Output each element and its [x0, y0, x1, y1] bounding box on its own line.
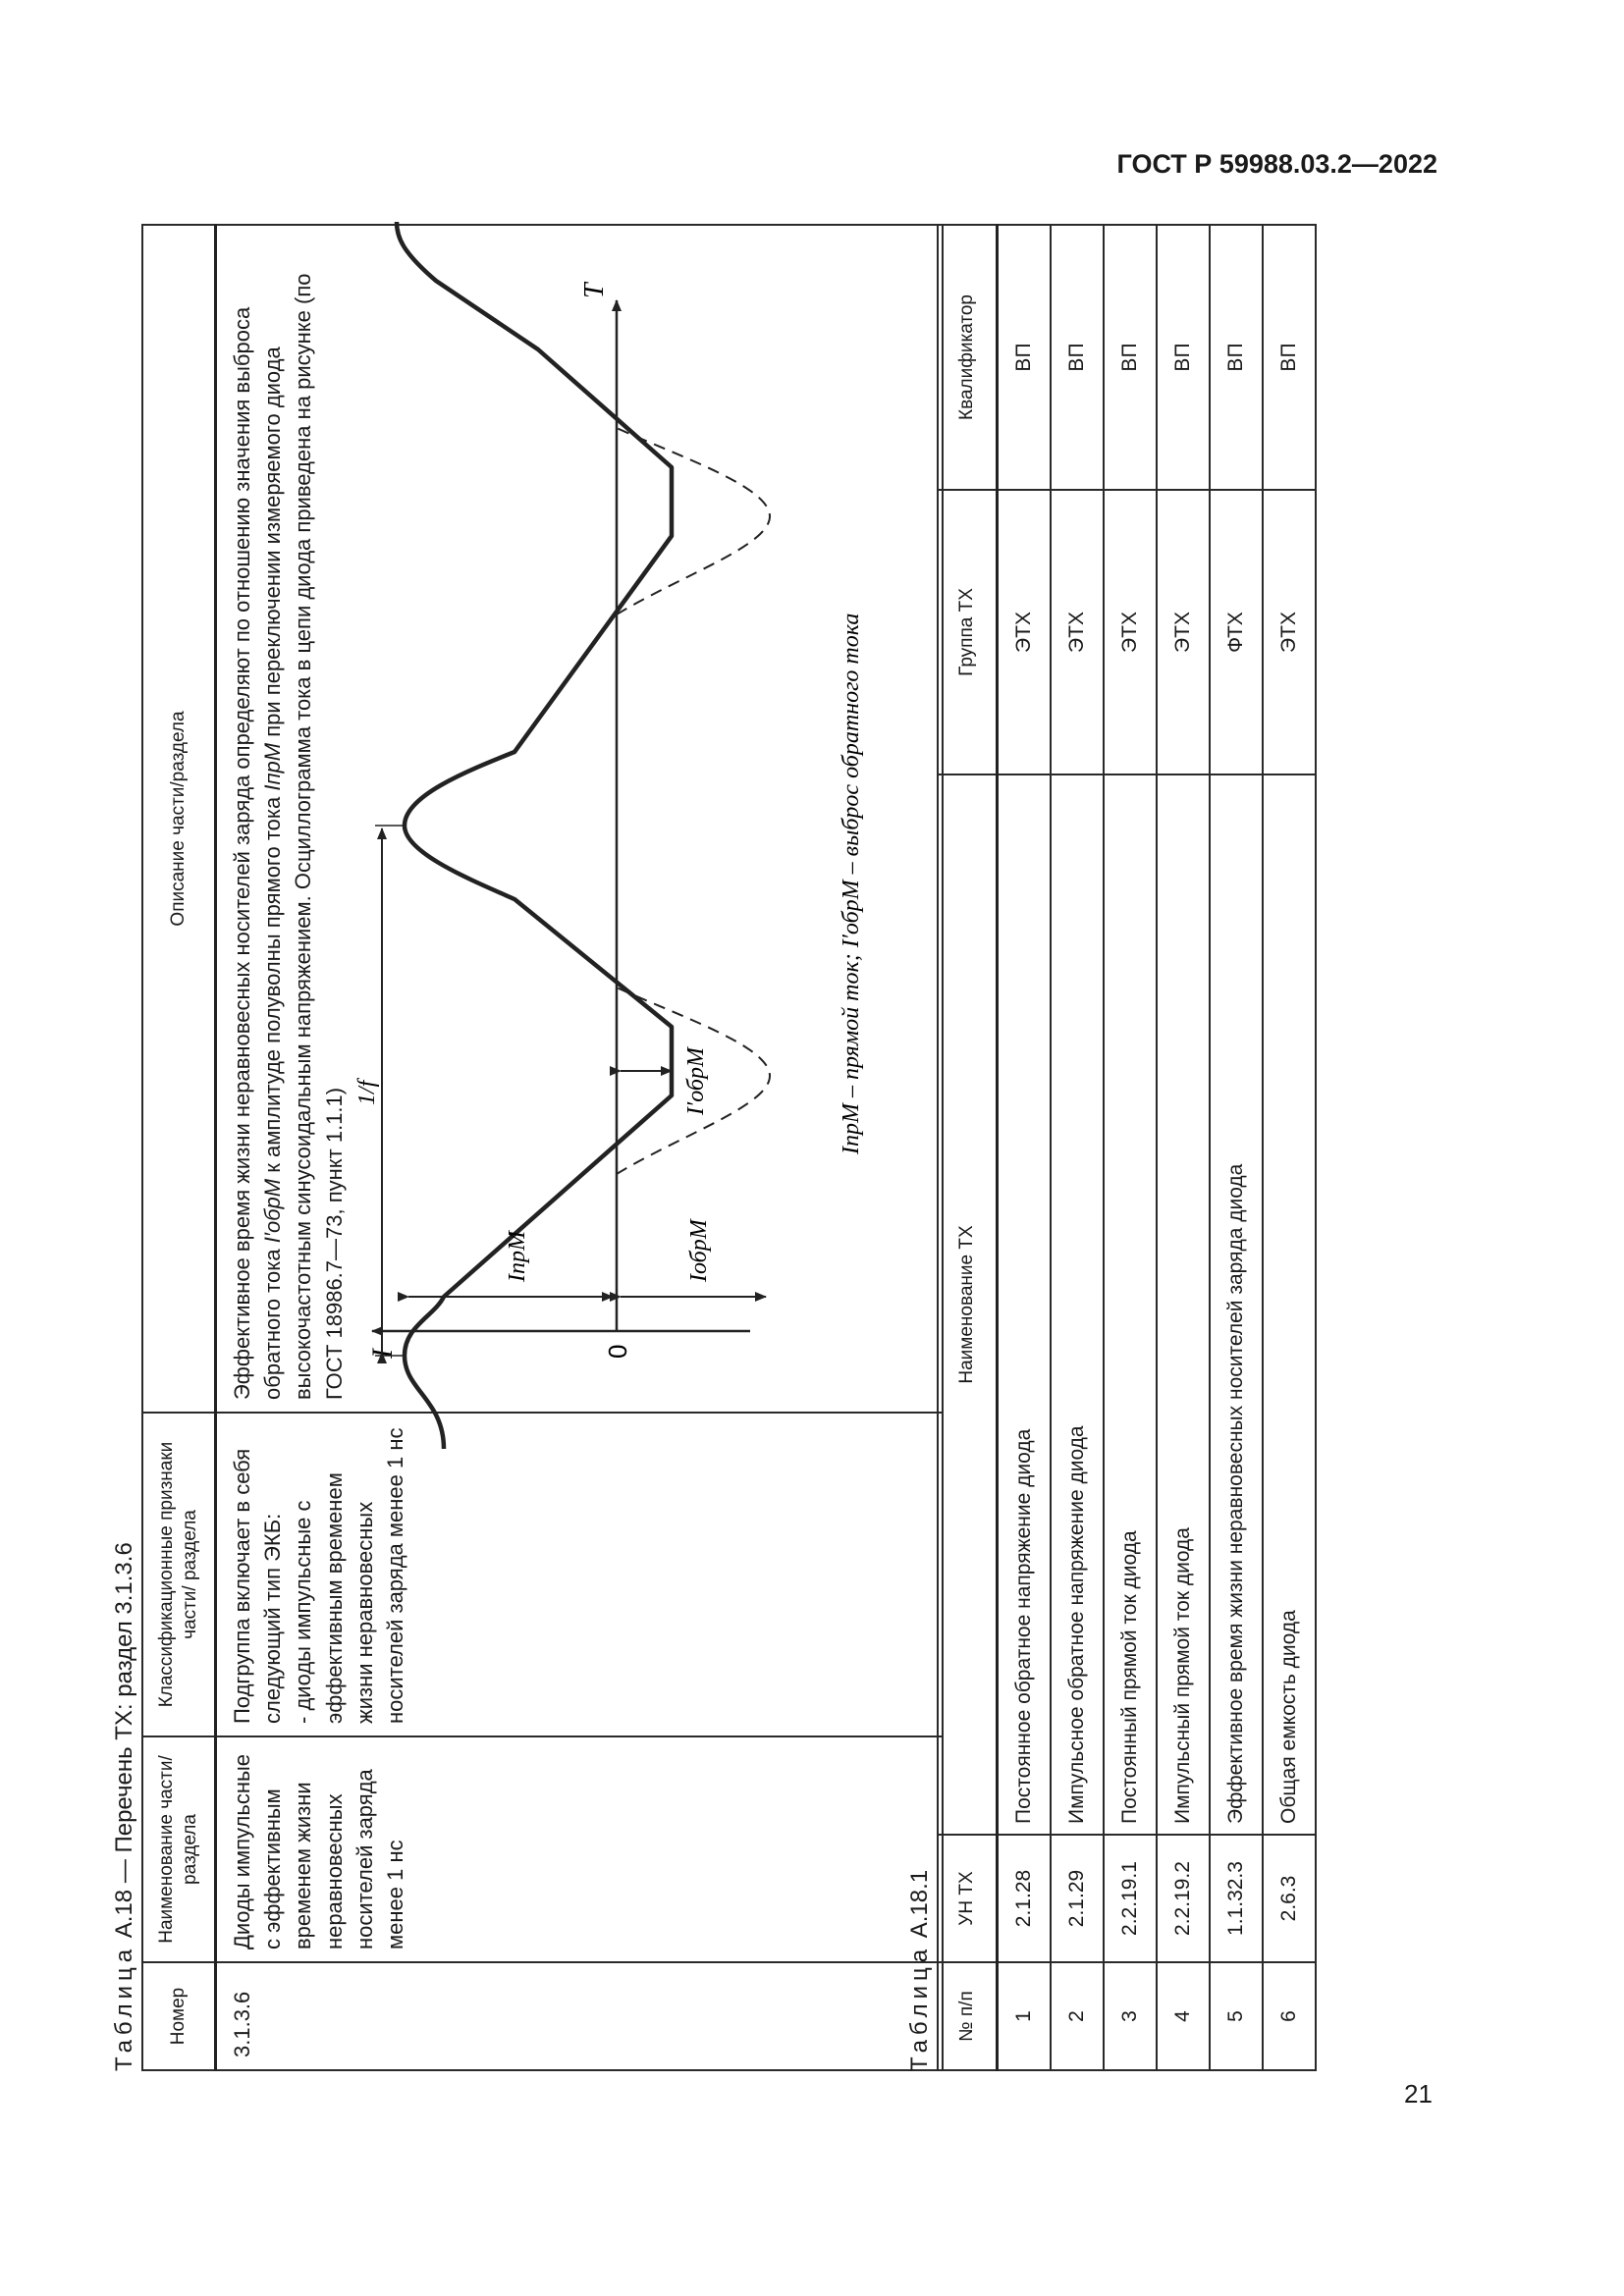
- classification-text-2: - диоды импульсные с эффективным временем жизни неравновесных носителей заряда менее 1 нс: [291, 1427, 408, 1724]
- cell-index: 4: [1157, 1962, 1210, 2070]
- caption-word: Таблица: [111, 1944, 137, 2071]
- cell-code: 2.2.19.2: [1157, 1835, 1210, 1962]
- table-row: [1051, 225, 1104, 2070]
- cell-group: ЭТХ: [1263, 490, 1316, 774]
- cell-name: Постоянное обратное напряжение диода: [998, 774, 1052, 1835]
- cell-code: 1.1.32.3: [1210, 1835, 1263, 1962]
- page-number: 21: [1404, 2079, 1433, 2109]
- cell-index: 2: [1051, 1962, 1104, 2070]
- axis-label-i: I: [365, 1349, 399, 1359]
- table-row: [1210, 225, 1263, 2070]
- col-header-number: Номер: [142, 1962, 216, 2070]
- table-row: [216, 225, 944, 2070]
- cell-group: ЭТХ: [1104, 490, 1157, 774]
- symbol-forward-current: IпрM: [260, 742, 286, 791]
- cell-index: 6: [1263, 1962, 1316, 2070]
- table-row: [1157, 225, 1210, 2070]
- cell-code: 2.1.28: [998, 1835, 1052, 1962]
- oscillogram-diagram: [353, 241, 888, 1400]
- diagram-legend: IпрM – прямой ток; I′обрM – выброс обратного тока: [838, 613, 864, 1154]
- cell-name: Постоянный прямой ток диода: [1104, 774, 1157, 1835]
- cell-index: 5: [1210, 1962, 1263, 2070]
- label-ipr: IпрM: [504, 1231, 530, 1282]
- cell-qualifier: ВП: [1051, 225, 1104, 490]
- label-iobr-peak: I′обрM: [682, 1047, 709, 1115]
- cell-classification: [216, 1413, 944, 1736]
- cell-group: ФТХ: [1210, 490, 1263, 774]
- col-header-description: Описание части/раздела: [142, 225, 216, 1413]
- axis-label-t: T: [578, 283, 610, 298]
- cell-code: 2.1.29: [1051, 1835, 1104, 1962]
- cell-description: [216, 225, 944, 1413]
- caption-text: А.18.1: [906, 1869, 933, 1939]
- current-waveform: [397, 222, 672, 1449]
- cell-qualifier: ВП: [1210, 225, 1263, 490]
- cell-code: 2.6.3: [1263, 1835, 1316, 1962]
- cell-number: 3.1.3.6: [216, 1962, 944, 2070]
- table-row: [1263, 225, 1316, 2070]
- cell-group: ЭТХ: [998, 490, 1052, 774]
- caption-word: Таблица: [906, 1944, 933, 2071]
- col-header-index: № п/п: [938, 1962, 998, 2070]
- cell-index: 3: [1104, 1962, 1157, 2070]
- table-a18: [141, 224, 944, 2071]
- cell-index: 1: [998, 1962, 1052, 2070]
- cell-group: ЭТХ: [1051, 490, 1104, 774]
- table-a18-1-caption: [903, 226, 937, 2071]
- cell-qualifier: ВП: [1104, 225, 1157, 490]
- table-row: [1104, 225, 1157, 2070]
- cell-group: ЭТХ: [1157, 490, 1210, 774]
- table-a18-1: [937, 224, 1317, 2071]
- cell-name: Импульсное обратное напряжение диода: [1051, 774, 1104, 1835]
- cell-qualifier: ВП: [1263, 225, 1316, 490]
- col-header-name: Наименование ТХ: [938, 774, 998, 1835]
- classification-text-1: Подгруппа включает в себя следующий тип ЭКБ:: [230, 1448, 286, 1724]
- table-a18-block: [108, 226, 933, 2071]
- description-part-1: Эффективное время жизни неравновесных носителей заряда определяют по отношению значения выброса обратного тока: [230, 306, 286, 1400]
- caption-text: А.18 — Перечень ТХ: раздел 3.1.3.6: [111, 1542, 137, 1939]
- col-header-code: УН ТХ: [938, 1835, 998, 1962]
- col-header-qualifier: Квалификатор: [938, 225, 998, 490]
- cell-name: Эффективное время жизни неравновесных носителей заряда диода: [1210, 774, 1263, 1835]
- col-header-classification: Классификационные признаки части/ раздела: [142, 1413, 216, 1736]
- cell-name: Диоды импульсные с эффективным временем жизни неравновесных носителей заряда менее 1 нс: [216, 1736, 944, 1962]
- symbol-reverse-current: I′обрM: [260, 1178, 286, 1244]
- col-header-name: Наименование части/ раздела: [142, 1736, 216, 1962]
- cell-qualifier: ВП: [998, 225, 1052, 490]
- standard-designation: ГОСТ Р 59988.03.2—2022: [1116, 149, 1437, 179]
- label-iobr: IобрM: [685, 1219, 712, 1282]
- description-part-2: к амплитуде полуволны прямого тока: [260, 790, 286, 1179]
- col-header-group: Группа ТХ: [938, 490, 998, 774]
- table-a18-caption: [108, 226, 141, 2071]
- label-period: 1/f: [353, 1080, 380, 1105]
- cell-code: 2.2.19.1: [1104, 1835, 1157, 1962]
- axis-zero: 0: [602, 1344, 632, 1359]
- cell-qualifier: ВП: [1157, 225, 1210, 490]
- description-part-3: при переключении измеряемого диода высокочастотным синусоидальным напряжением. Осциллограмма тока в цепи диода приведена на рисунке (по ГОСТ 18986.7—73, пункт 1.1.1): [260, 273, 347, 1400]
- cell-name: Общая емкость диода: [1263, 774, 1316, 1835]
- table-row: [998, 225, 1052, 2070]
- table-a18-1-block: [903, 226, 1375, 2071]
- cell-name: Импульсный прямой ток диода: [1157, 774, 1210, 1835]
- description-text: [227, 238, 350, 1400]
